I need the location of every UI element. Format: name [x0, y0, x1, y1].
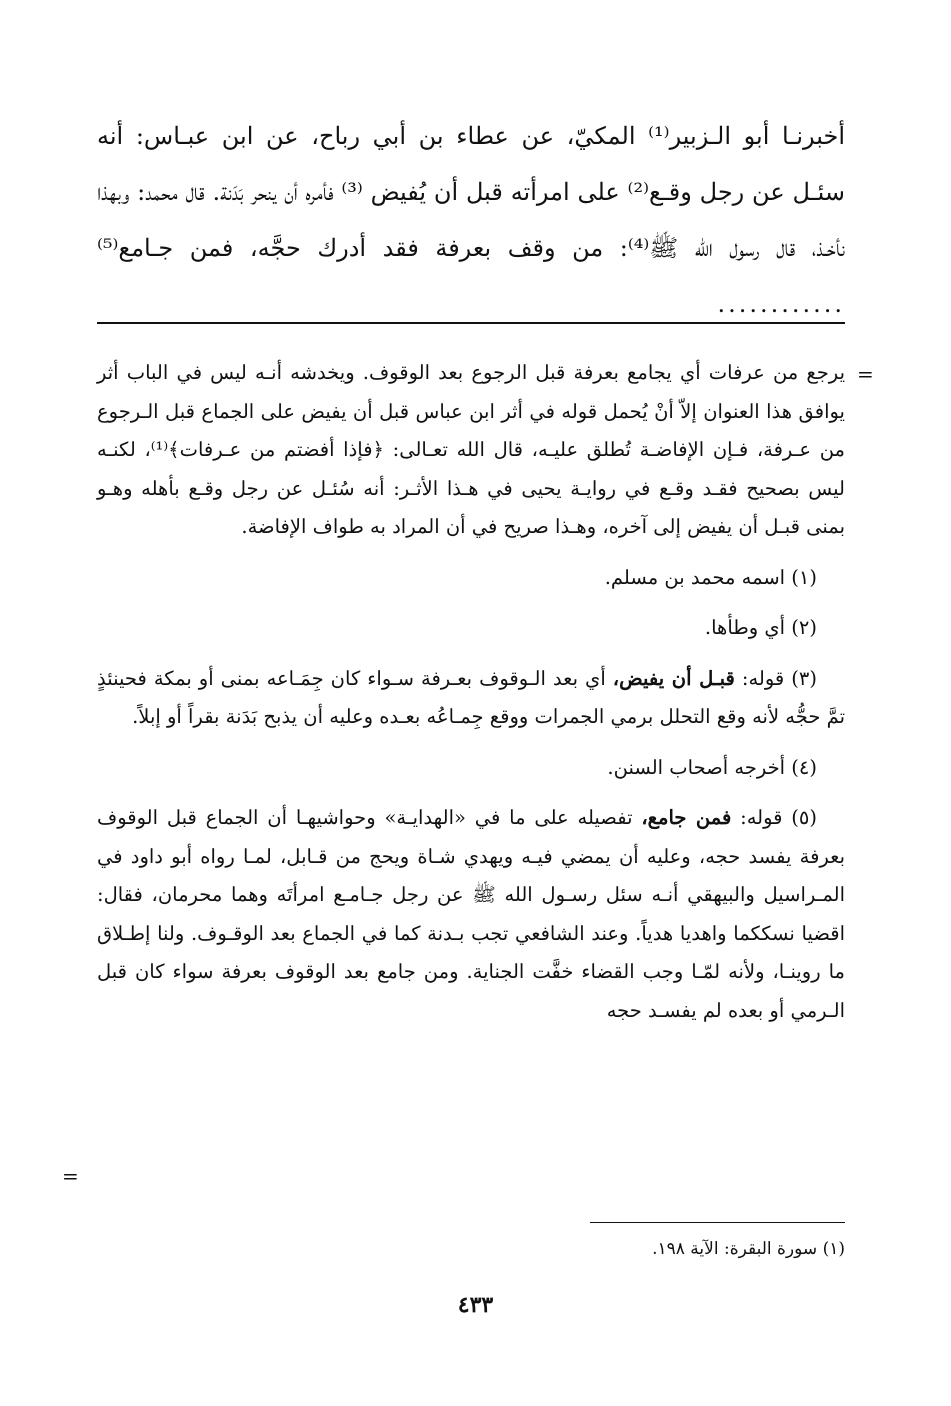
note-3 [97, 660, 845, 737]
note-2: (٢) أي وطأها. [704, 616, 817, 639]
footnote: (١) سورة البقرة: الآية ١٩٨. [652, 1239, 845, 1259]
note-5-text: تفصيله على ما في «الهدايـة» وحواشيهـا أن الجماع قبل الوقوف بعرفة يفسد حجه، وعليه أن يمضي فيـه ويهدي شـاة ويحج من قـابل، لمـا رواه أبو داود في المـراسيل والبيهقي أنـه سئل رسـول الله ﷺ عن رجل جـامـع امرأتَه وهما محرمان، فقال: اقضيا نسككما واهديا هدياً. وعند الشافعي تجب بـدنة كما في الجماع بعد الوقـوف. ولنا إطـلاق ما روينـا، ولأنه لمّـا وجب القضاء خفَّت الجناية. ومن جامع بعد الوقوف بعرفة سواء كان قبل الـرمي أو بعده لم يفسـد حجه [97, 806, 845, 1022]
page-number: ٤٣٣ [457, 1292, 494, 1318]
note-3-label: (٣) قوله: [741, 666, 817, 690]
note-3-heading: قبـل أن يفيض، [612, 666, 735, 690]
footnote-rule [590, 1222, 845, 1223]
main-text-body: أخبرنـا أبو الـزبير⁽¹⁾ المكيّ، عن عطاء بن أبي رباح، عن ابن عبـاس: أنه سئـل عن رجل وقـع⁽²⁾ على امرأته قبل أن يُفيض ⁽³⁾ فأمره أن ينحر بَدَنة. قال محمد: وبهذا نأخـذ، قال رسول الله ﷺ⁽⁴⁾: من وقف بعرفة فقد أدرك حجَّه، فمن جـامع⁽⁵⁾ [97, 122, 846, 262]
continuation-mark-top: = [857, 362, 874, 386]
main-separator-rule [97, 322, 845, 324]
note-5-label: (٥) قوله: [740, 806, 818, 829]
note-5-heading: فمن جامع، [641, 806, 732, 829]
note-1: (١) اسمه محمد بن مسلم. [604, 565, 817, 589]
main-text-trail: ............ [717, 290, 845, 318]
note-4: (٤) أخرجه أصحاب السنن. [607, 755, 817, 779]
note-5 [97, 799, 845, 1030]
continuation-mark-bottom: = [62, 1164, 79, 1188]
commentary-notes [97, 354, 845, 1030]
note-continued-paragraph: يرجع من عرفات أي يجامع بعرفة قبل الرجوع بعد الوقوف. ويخدشه أنـه ليس في الباب أثر يوافق هذا العنوان إلاّ أنْ يُحمل قوله في أثر ابن عباس قبل أن يفيض على الجماع قبل الـرجوع من عـرفة، فـإن الإفاضـة تُطلق عليـه، قال الله تعـالى: ﴿فإذا أفضتم من عـرفات﴾⁽¹⁾، لكنـه ليس بصحيح فقـد وقـع في روايـة يحيى في هـذا الأثـر: أنه سُئـل عن رجل وقـع بأهله وهـو بمنى قبـل أن يفيض إلى آخره، وهـذا صريح في أن المراد به طواف الإفاضة. [97, 361, 845, 538]
note-3-text: أي بعد الـوقوف بعـرفة سـواء كان جِمَـاعه بمنى أو بمكة فحينئذٍ تمَّ حجُّه لأنه وقع التحلل برمي الجمرات ووقع جِمـاعُه بعـده وعليه أن يذبح بَدَنة بقراً أو إبلاً. [97, 666, 845, 728]
main-text [97, 108, 845, 332]
